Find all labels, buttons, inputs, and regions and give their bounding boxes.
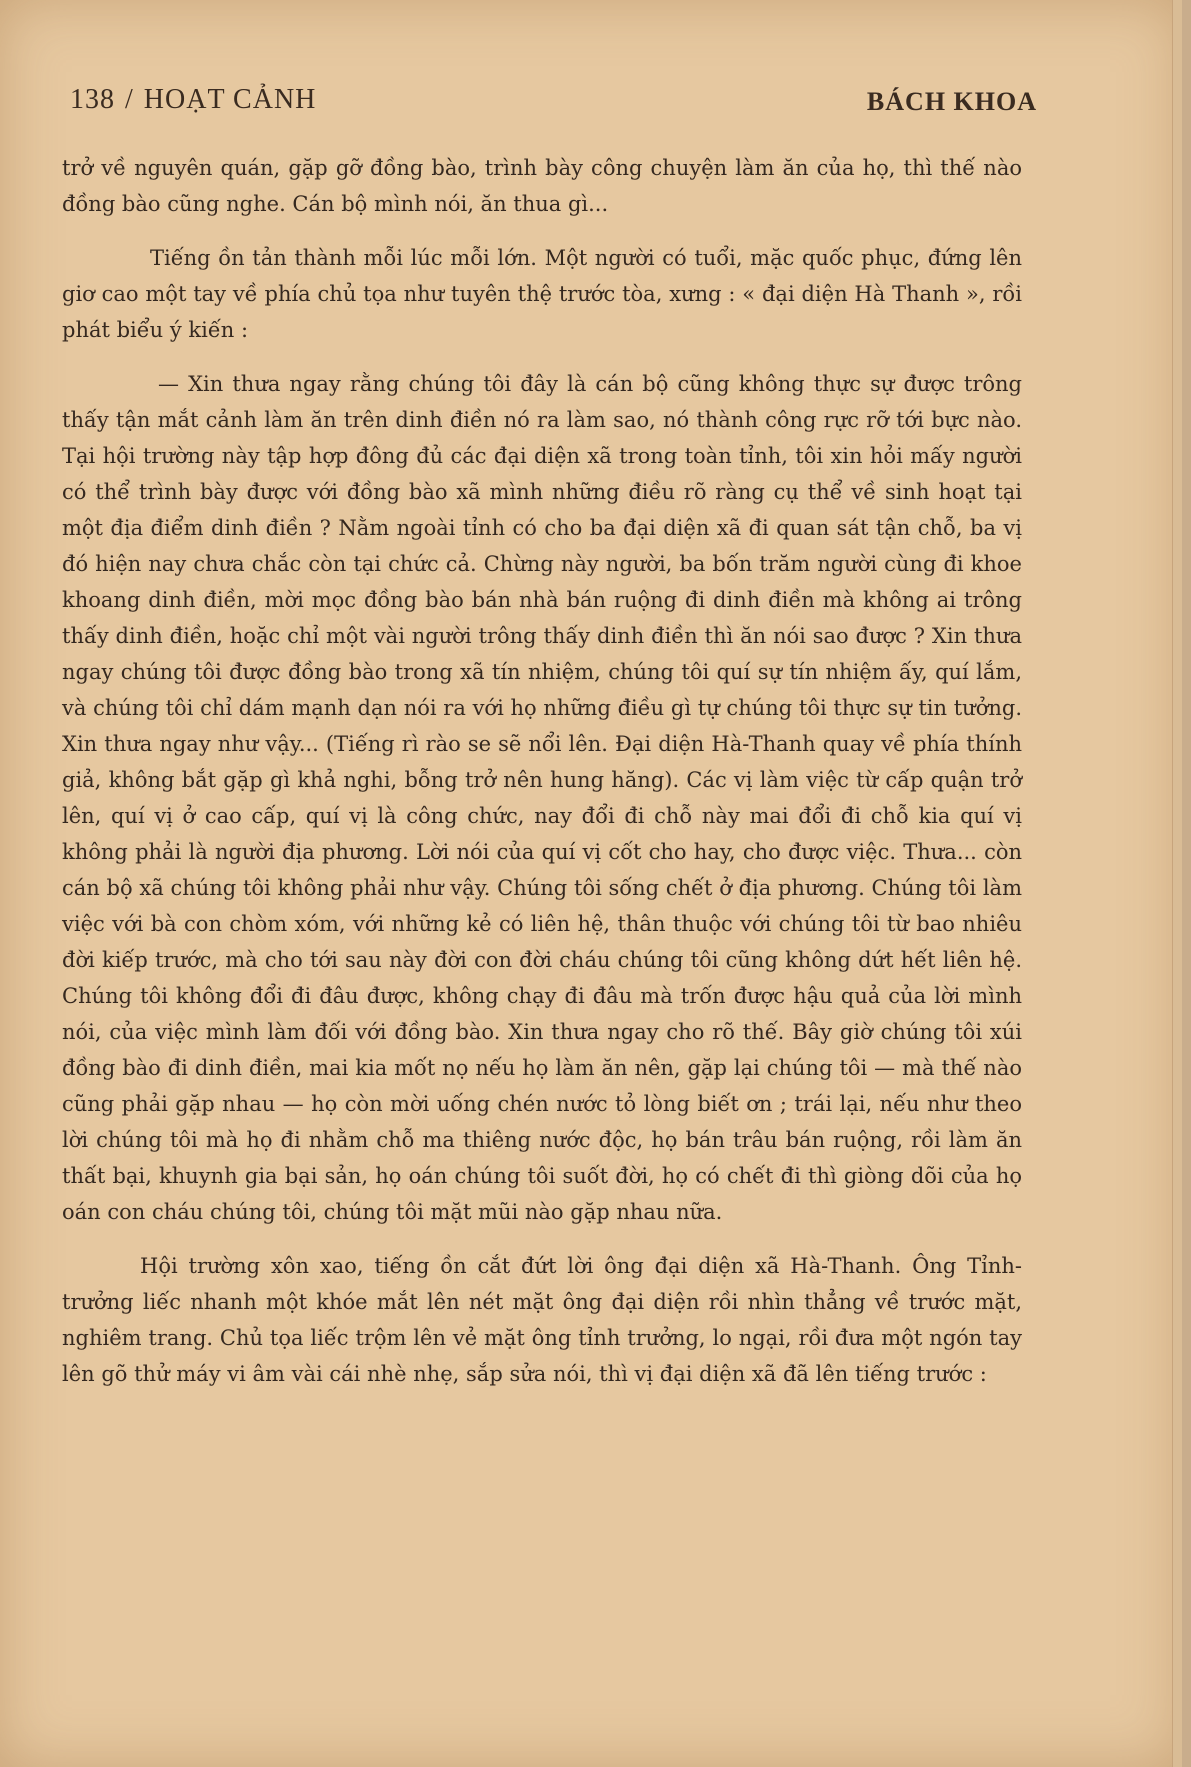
paragraph-narration-end: Hội trường xôn xao, tiếng ồn cắt đứt lời ông đại diện xã Hà-Thanh. Ông Tỉnh-trưởng liếc nhanh một khóe mắt lên nét mặt ông đại diện rồi nhìn thẳng về trước mặt, nghiêm trang. Chủ tọa liếc trộm lên vẻ mặt ông tỉnh trưởng, lo ngại, rồi đưa một ngón tay lên gõ thử máy vi âm vài cái nhè nhẹ, sắp sửa nói, thì vị đại diện xã đã lên tiếng trước : [62,1254,1022,1386]
body-text [62,150,1022,1392]
header-left [70,84,316,116]
page-number: 138 [70,84,115,115]
running-header [70,84,1037,124]
header-separator: / [125,84,134,115]
paragraph-narration: Tiếng ồn tản thành mỗi lúc mỗi lớn. Một người có tuổi, mặc quốc phục, đứng lên giơ cao một tay về phía chủ tọa như tuyên thệ trước tòa, xưng : « đại diện Hà Thanh », rồi phát biểu ý kiến : [62,246,1022,342]
paragraph-speech: — Xin thưa ngay rằng chúng tôi đây là cán bộ cũng không thực sự được trông thấy tận mắt cảnh làm ăn trên dinh điền nó ra làm sao, nó thành công rực rỡ tới bực nào. Tại hội trường này tập hợp đông đủ các đại diện xã trong toàn tỉnh, tôi xin hỏi mấy người có thể trình bày được với đồng bào xã mình những điều rõ ràng cụ thể về sinh hoạt tại một địa điểm dinh điền ? Nằm ngoài tỉnh có cho ba đại diện xã đi quan sát tận chỗ, ba vị đó hiện nay chưa chắc còn tại chức cả. Chừng này người, ba bốn trăm người cùng đi khoe khoang dinh điền, mời mọc đồng bào bán nhà bán ruộng đi dinh điền mà không ai trông thấy dinh điền, hoặc chỉ một vài người trông thấy dinh điền thì ăn nói sao được ? Xin thưa ngay chúng tôi được đồng bào trong xã tín nhiệm, chúng tôi quí sự tín nhiệm ấy, quí lắm, và chúng tôi chỉ dám mạnh dạn nói ra với họ những điều gì tự chúng tôi thực sự tin tưởng. Xin thưa ngay như vậy... (Tiếng rì rào se sẽ nổi lên. Đại diện Hà-Thanh quay về phía thính giả, không bắt gặp gì khả nghi, bỗng trở nên hung hăng). Các vị làm việc từ cấp quận trở lên, quí vị ở cao cấp, quí vị là công chức, nay đổi đi chỗ này mai đổi đi chỗ kia quí vị không phải là người địa phương. Lời nói của quí vị cốt cho hay, cho được việc. Thưa... còn cán bộ xã chúng tôi không phải như vậy. Chúng tôi sống chết ở địa phương. Chúng tôi làm việc với bà con chòm xóm, với những kẻ có liên hệ, thân thuộc với chúng tôi từ bao nhiêu đời kiếp trước, mà cho tới sau này đời con đời cháu chúng tôi cũng không dứt hết liên hệ. Chúng tôi không đổi đi đâu được, không chạy đi đâu mà trốn được hậu quả của lời mình nói, của việc mình làm đối với đồng bào. Xin thưa ngay cho rõ thế. Bây giờ chúng tôi xúi đồng bào đi dinh điền, mai kia mốt nọ nếu họ làm ăn nên, gặp lại chúng tôi — mà thế nào cũng phải gặp nhau — họ còn mời uống chén nước tỏ lòng biết ơn ; trái lại, nếu như theo lời chúng tôi mà họ đi nhằm chỗ ma thiêng nước độc, họ bán trâu bán ruộng, rồi làm ăn thất bại, khuynh gia bại sản, họ oán chúng tôi suốt đời, họ có chết đi thì giòng dõi của họ oán con cháu chúng tôi, chúng tôi mặt mũi nào gặp nhau nữa. [62,372,1022,1224]
paragraph-continuation: trở về nguyên quán, gặp gỡ đồng bào, trình bày công chuyện làm ăn của họ, thì thế nào đồng bào cũng nghe. Cán bộ mình nói, ăn thua gì... [62,156,1022,216]
section-title: HOẠT CẢNH [143,84,317,115]
magazine-title: BÁCH KHOA [866,87,1037,116]
page-edge [1172,0,1182,1767]
